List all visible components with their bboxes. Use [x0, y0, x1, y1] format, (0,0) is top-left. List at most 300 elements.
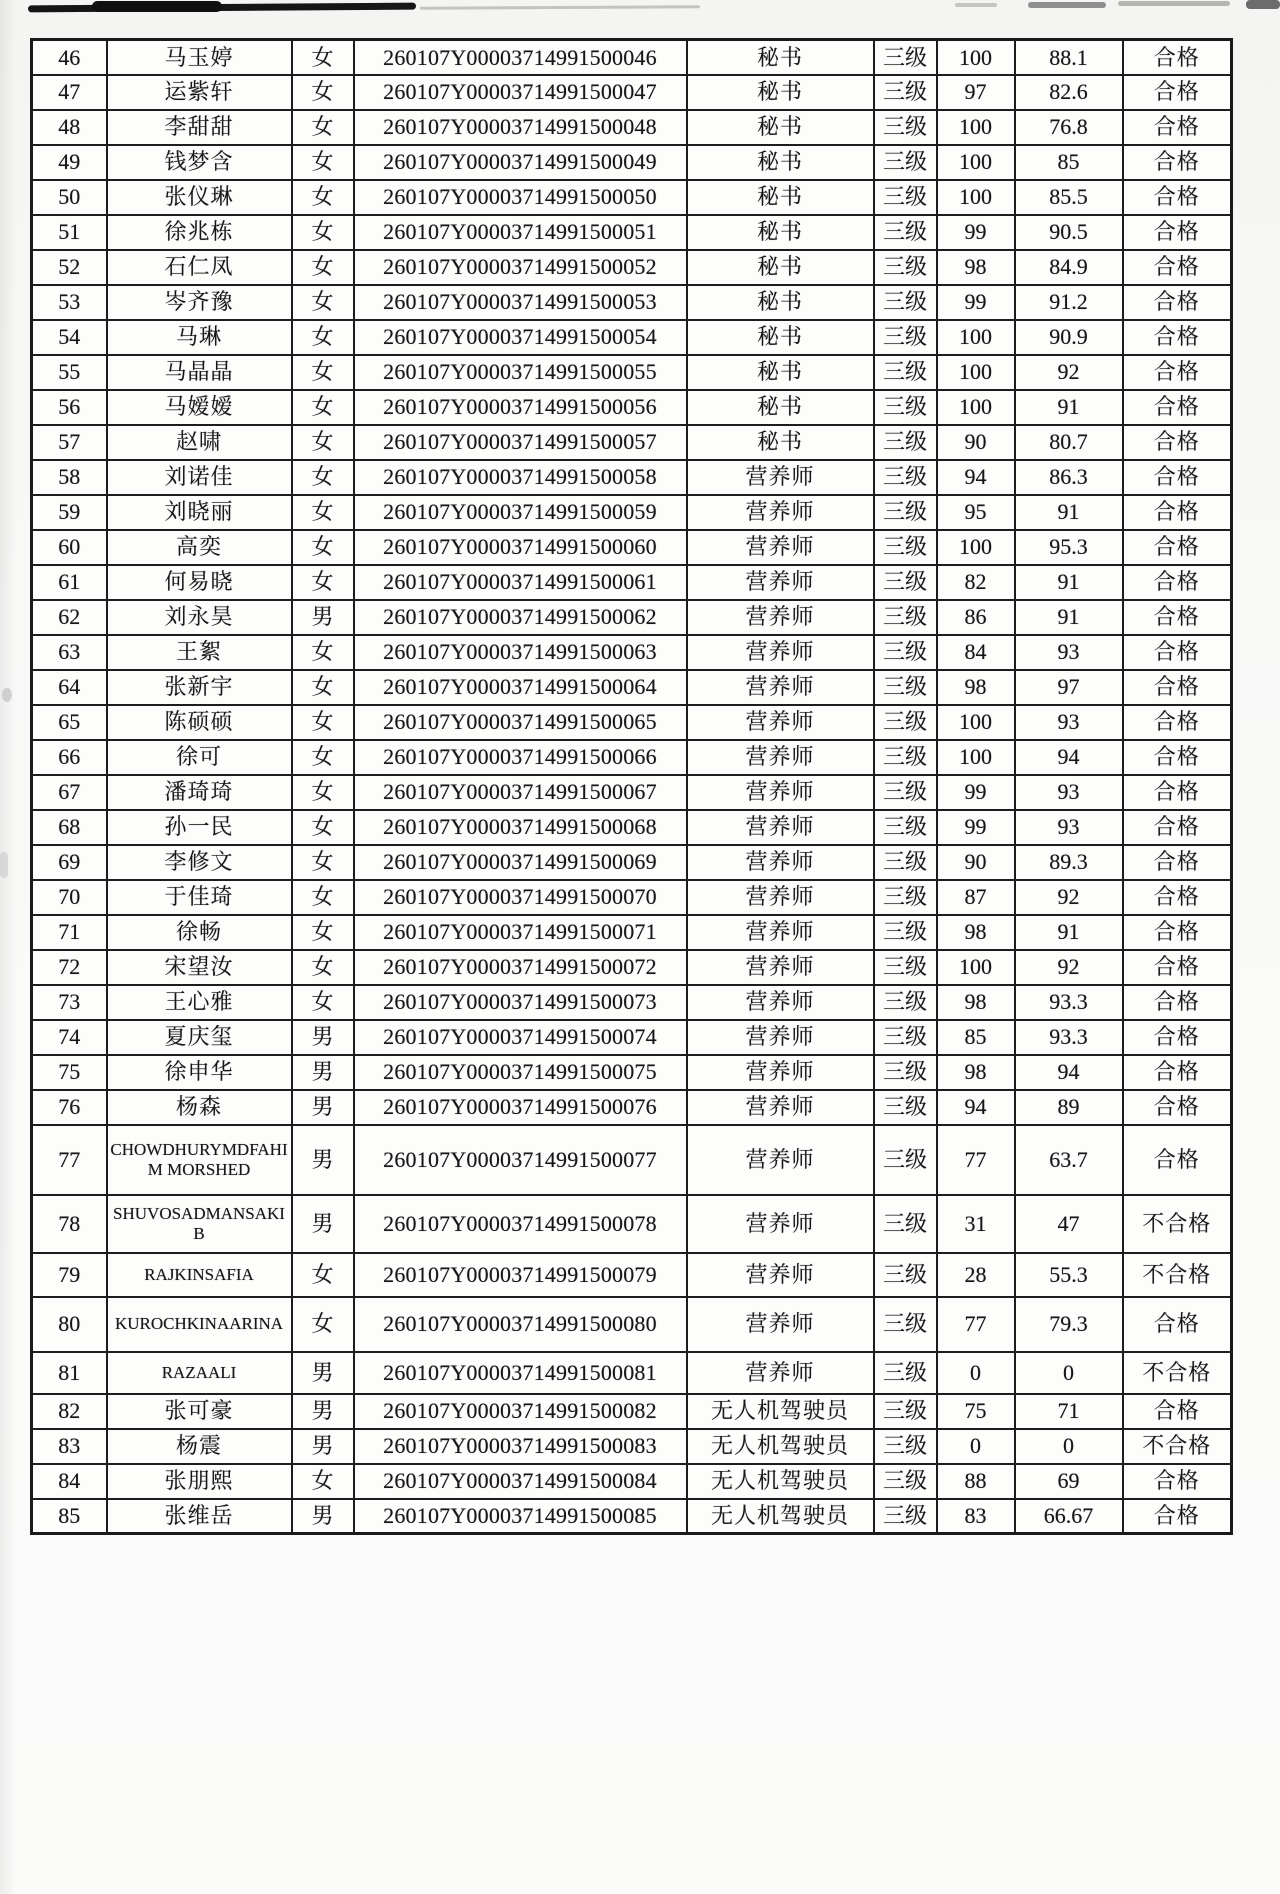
practical-score-cell: 91 [1015, 495, 1123, 530]
candidate-id-cell: 260107Y00003714991500051 [354, 215, 687, 250]
row-number-cell: 71 [32, 915, 107, 950]
theory-score-cell: 100 [937, 950, 1015, 985]
occupation-cell: 营养师 [687, 810, 874, 845]
candidate-id-cell: 260107Y00003714991500071 [354, 915, 687, 950]
name-cell: 马嫒嫒 [107, 390, 292, 425]
practical-score-cell: 93 [1015, 635, 1123, 670]
result-cell: 不合格 [1123, 1253, 1232, 1297]
theory-score-cell: 0 [937, 1429, 1015, 1464]
level-cell: 三级 [874, 530, 937, 565]
table-row [32, 1297, 1232, 1352]
occupation-cell: 无人机驾驶员 [687, 1499, 874, 1534]
theory-score-cell: 77 [937, 1125, 1015, 1195]
practical-score-cell: 92 [1015, 355, 1123, 390]
theory-score-cell: 99 [937, 775, 1015, 810]
practical-score-cell: 93.3 [1015, 1020, 1123, 1055]
result-cell: 合格 [1123, 250, 1232, 285]
name-cell: 石仁凤 [107, 250, 292, 285]
table-row [32, 775, 1232, 810]
row-number-cell: 80 [32, 1297, 107, 1352]
candidate-id-cell: 260107Y00003714991500046 [354, 40, 687, 75]
occupation-cell: 无人机驾驶员 [687, 1429, 874, 1464]
level-cell: 三级 [874, 775, 937, 810]
candidate-id-cell: 260107Y00003714991500073 [354, 985, 687, 1020]
theory-score-cell: 90 [937, 425, 1015, 460]
level-cell: 三级 [874, 880, 937, 915]
row-number-cell: 82 [32, 1394, 107, 1429]
gender-cell: 男 [292, 1394, 354, 1429]
gender-cell: 女 [292, 110, 354, 145]
theory-score-cell: 95 [937, 495, 1015, 530]
practical-score-cell: 93 [1015, 775, 1123, 810]
gender-cell: 女 [292, 215, 354, 250]
practical-score-cell: 91 [1015, 915, 1123, 950]
scan-smudge [955, 3, 997, 7]
scan-smudge [28, 3, 416, 13]
row-number-cell: 56 [32, 390, 107, 425]
table-body [32, 40, 1232, 1534]
gender-cell: 女 [292, 565, 354, 600]
level-cell: 三级 [874, 495, 937, 530]
occupation-cell: 营养师 [687, 775, 874, 810]
name-cell: 杨震 [107, 1429, 292, 1464]
gender-cell: 女 [292, 670, 354, 705]
name-cell: 徐兆栋 [107, 215, 292, 250]
practical-score-cell: 91 [1015, 565, 1123, 600]
row-number-cell: 68 [32, 810, 107, 845]
scan-edge-shade [0, 0, 16, 1894]
theory-score-cell: 28 [937, 1253, 1015, 1297]
result-cell: 合格 [1123, 390, 1232, 425]
level-cell: 三级 [874, 705, 937, 740]
level-cell: 三级 [874, 845, 937, 880]
practical-score-cell: 55.3 [1015, 1253, 1123, 1297]
occupation-cell: 营养师 [687, 1125, 874, 1195]
name-cell: RAZAALI [107, 1352, 292, 1394]
theory-score-cell: 99 [937, 810, 1015, 845]
result-cell: 合格 [1123, 355, 1232, 390]
scan-smudge [2, 688, 12, 702]
level-cell: 三级 [874, 740, 937, 775]
candidate-id-cell: 260107Y00003714991500076 [354, 1090, 687, 1125]
level-cell: 三级 [874, 565, 937, 600]
practical-score-cell: 76.8 [1015, 110, 1123, 145]
name-cell: 刘诺佳 [107, 460, 292, 495]
row-number-cell: 78 [32, 1195, 107, 1253]
level-cell: 三级 [874, 1429, 937, 1464]
level-cell: 三级 [874, 985, 937, 1020]
gender-cell: 女 [292, 495, 354, 530]
occupation-cell: 营养师 [687, 985, 874, 1020]
candidate-id-cell: 260107Y00003714991500077 [354, 1125, 687, 1195]
theory-score-cell: 100 [937, 390, 1015, 425]
level-cell: 三级 [874, 1195, 937, 1253]
table-row [32, 880, 1232, 915]
practical-score-cell: 69 [1015, 1464, 1123, 1499]
result-cell: 合格 [1123, 600, 1232, 635]
table-row [32, 530, 1232, 565]
candidate-id-cell: 260107Y00003714991500059 [354, 495, 687, 530]
level-cell: 三级 [874, 1464, 937, 1499]
level-cell: 三级 [874, 1499, 937, 1534]
candidate-id-cell: 260107Y00003714991500084 [354, 1464, 687, 1499]
level-cell: 三级 [874, 145, 937, 180]
result-cell: 合格 [1123, 670, 1232, 705]
table-row [32, 600, 1232, 635]
occupation-cell: 营养师 [687, 1020, 874, 1055]
row-number-cell: 69 [32, 845, 107, 880]
result-cell: 合格 [1123, 40, 1232, 75]
theory-score-cell: 100 [937, 40, 1015, 75]
theory-score-cell: 90 [937, 845, 1015, 880]
candidate-id-cell: 260107Y00003714991500079 [354, 1253, 687, 1297]
level-cell: 三级 [874, 1125, 937, 1195]
level-cell: 三级 [874, 180, 937, 215]
result-cell: 合格 [1123, 1090, 1232, 1125]
theory-score-cell: 100 [937, 320, 1015, 355]
level-cell: 三级 [874, 425, 937, 460]
name-cell: 何易晓 [107, 565, 292, 600]
gender-cell: 女 [292, 180, 354, 215]
occupation-cell: 秘书 [687, 145, 874, 180]
level-cell: 三级 [874, 670, 937, 705]
theory-score-cell: 100 [937, 110, 1015, 145]
occupation-cell: 营养师 [687, 530, 874, 565]
name-cell: 宋望汝 [107, 950, 292, 985]
table-row [32, 1464, 1232, 1499]
practical-score-cell: 93 [1015, 810, 1123, 845]
gender-cell: 女 [292, 390, 354, 425]
row-number-cell: 70 [32, 880, 107, 915]
result-cell: 合格 [1123, 320, 1232, 355]
row-number-cell: 65 [32, 705, 107, 740]
theory-score-cell: 88 [937, 1464, 1015, 1499]
level-cell: 三级 [874, 810, 937, 845]
theory-score-cell: 31 [937, 1195, 1015, 1253]
table-row [32, 40, 1232, 75]
result-cell: 合格 [1123, 705, 1232, 740]
name-cell: 王心雅 [107, 985, 292, 1020]
level-cell: 三级 [874, 320, 937, 355]
occupation-cell: 秘书 [687, 110, 874, 145]
gender-cell: 女 [292, 425, 354, 460]
row-number-cell: 66 [32, 740, 107, 775]
name-cell: 张维岳 [107, 1499, 292, 1534]
theory-score-cell: 97 [937, 75, 1015, 110]
occupation-cell: 秘书 [687, 250, 874, 285]
gender-cell: 女 [292, 915, 354, 950]
gender-cell: 女 [292, 880, 354, 915]
gender-cell: 男 [292, 600, 354, 635]
gender-cell: 女 [292, 75, 354, 110]
table-row [32, 740, 1232, 775]
practical-score-cell: 82.6 [1015, 75, 1123, 110]
occupation-cell: 营养师 [687, 705, 874, 740]
candidate-id-cell: 260107Y00003714991500063 [354, 635, 687, 670]
level-cell: 三级 [874, 215, 937, 250]
level-cell: 三级 [874, 1020, 937, 1055]
result-cell: 合格 [1123, 1055, 1232, 1090]
occupation-cell: 秘书 [687, 320, 874, 355]
occupation-cell: 秘书 [687, 75, 874, 110]
result-cell: 合格 [1123, 215, 1232, 250]
occupation-cell: 无人机驾驶员 [687, 1464, 874, 1499]
name-cell: 李甜甜 [107, 110, 292, 145]
candidate-id-cell: 260107Y00003714991500062 [354, 600, 687, 635]
theory-score-cell: 99 [937, 215, 1015, 250]
table-row [32, 1429, 1232, 1464]
practical-score-cell: 85.5 [1015, 180, 1123, 215]
theory-score-cell: 100 [937, 740, 1015, 775]
theory-score-cell: 87 [937, 880, 1015, 915]
row-number-cell: 77 [32, 1125, 107, 1195]
result-cell: 合格 [1123, 1297, 1232, 1352]
result-cell: 不合格 [1123, 1352, 1232, 1394]
practical-score-cell: 89 [1015, 1090, 1123, 1125]
candidate-id-cell: 260107Y00003714991500069 [354, 845, 687, 880]
occupation-cell: 营养师 [687, 740, 874, 775]
level-cell: 三级 [874, 460, 937, 495]
row-number-cell: 48 [32, 110, 107, 145]
gender-cell: 女 [292, 985, 354, 1020]
theory-score-cell: 94 [937, 460, 1015, 495]
name-cell: 马晶晶 [107, 355, 292, 390]
table-row [32, 565, 1232, 600]
result-cell: 合格 [1123, 740, 1232, 775]
row-number-cell: 50 [32, 180, 107, 215]
gender-cell: 男 [292, 1020, 354, 1055]
gender-cell: 女 [292, 740, 354, 775]
table-row [32, 180, 1232, 215]
name-cell: 徐可 [107, 740, 292, 775]
theory-score-cell: 100 [937, 705, 1015, 740]
name-cell: 马玉婷 [107, 40, 292, 75]
table-row [32, 670, 1232, 705]
candidate-id-cell: 260107Y00003714991500065 [354, 705, 687, 740]
level-cell: 三级 [874, 1394, 937, 1429]
practical-score-cell: 89.3 [1015, 845, 1123, 880]
practical-score-cell: 79.3 [1015, 1297, 1123, 1352]
practical-score-cell: 94 [1015, 1055, 1123, 1090]
occupation-cell: 营养师 [687, 460, 874, 495]
gender-cell: 男 [292, 1195, 354, 1253]
table-row [32, 460, 1232, 495]
theory-score-cell: 100 [937, 180, 1015, 215]
candidate-id-cell: 260107Y00003714991500072 [354, 950, 687, 985]
theory-score-cell: 85 [937, 1020, 1015, 1055]
gender-cell: 男 [292, 1499, 354, 1534]
row-number-cell: 64 [32, 670, 107, 705]
theory-score-cell: 99 [937, 285, 1015, 320]
scan-smudge [92, 1, 222, 12]
scan-smudge [1246, 0, 1280, 9]
scan-smudge [420, 5, 700, 9]
practical-score-cell: 93.3 [1015, 985, 1123, 1020]
table-row [32, 950, 1232, 985]
practical-score-cell: 66.67 [1015, 1499, 1123, 1534]
name-cell: 钱梦含 [107, 145, 292, 180]
practical-score-cell: 0 [1015, 1352, 1123, 1394]
occupation-cell: 营养师 [687, 1352, 874, 1394]
result-cell: 合格 [1123, 950, 1232, 985]
occupation-cell: 营养师 [687, 950, 874, 985]
row-number-cell: 72 [32, 950, 107, 985]
occupation-cell: 营养师 [687, 1297, 874, 1352]
name-cell: 运紫轩 [107, 75, 292, 110]
level-cell: 三级 [874, 600, 937, 635]
practical-score-cell: 92 [1015, 880, 1123, 915]
name-cell: 刘永昊 [107, 600, 292, 635]
occupation-cell: 营养师 [687, 1090, 874, 1125]
practical-score-cell: 0 [1015, 1429, 1123, 1464]
occupation-cell: 无人机驾驶员 [687, 1394, 874, 1429]
theory-score-cell: 82 [937, 565, 1015, 600]
candidate-id-cell: 260107Y00003714991500055 [354, 355, 687, 390]
row-number-cell: 76 [32, 1090, 107, 1125]
level-cell: 三级 [874, 1090, 937, 1125]
gender-cell: 男 [292, 1429, 354, 1464]
result-cell: 不合格 [1123, 1429, 1232, 1464]
name-cell: 徐申华 [107, 1055, 292, 1090]
level-cell: 三级 [874, 285, 937, 320]
candidate-id-cell: 260107Y00003714991500054 [354, 320, 687, 355]
result-cell: 合格 [1123, 530, 1232, 565]
row-number-cell: 84 [32, 1464, 107, 1499]
level-cell: 三级 [874, 355, 937, 390]
table-row [32, 145, 1232, 180]
occupation-cell: 营养师 [687, 565, 874, 600]
theory-score-cell: 100 [937, 145, 1015, 180]
row-number-cell: 62 [32, 600, 107, 635]
practical-score-cell: 86.3 [1015, 460, 1123, 495]
practical-score-cell: 90.5 [1015, 215, 1123, 250]
name-cell: 于佳琦 [107, 880, 292, 915]
result-cell: 合格 [1123, 460, 1232, 495]
table-row [32, 355, 1232, 390]
result-cell: 合格 [1123, 110, 1232, 145]
gender-cell: 女 [292, 705, 354, 740]
name-cell: 王絮 [107, 635, 292, 670]
gender-cell: 女 [292, 1464, 354, 1499]
candidate-id-cell: 260107Y00003714991500075 [354, 1055, 687, 1090]
name-cell: CHOWDHURYMDFAHIM MORSHED [107, 1125, 292, 1195]
row-number-cell: 67 [32, 775, 107, 810]
name-cell: RAJKINSAFIA [107, 1253, 292, 1297]
practical-score-cell: 97 [1015, 670, 1123, 705]
gender-cell: 女 [292, 845, 354, 880]
gender-cell: 女 [292, 145, 354, 180]
result-cell: 合格 [1123, 1464, 1232, 1499]
theory-score-cell: 98 [937, 250, 1015, 285]
theory-score-cell: 98 [937, 915, 1015, 950]
occupation-cell: 秘书 [687, 215, 874, 250]
candidate-id-cell: 260107Y00003714991500048 [354, 110, 687, 145]
occupation-cell: 秘书 [687, 285, 874, 320]
result-cell: 合格 [1123, 285, 1232, 320]
theory-score-cell: 84 [937, 635, 1015, 670]
row-number-cell: 46 [32, 40, 107, 75]
level-cell: 三级 [874, 390, 937, 425]
theory-score-cell: 100 [937, 355, 1015, 390]
gender-cell: 女 [292, 950, 354, 985]
occupation-cell: 秘书 [687, 355, 874, 390]
candidate-id-cell: 260107Y00003714991500081 [354, 1352, 687, 1394]
row-number-cell: 49 [32, 145, 107, 180]
practical-score-cell: 93 [1015, 705, 1123, 740]
theory-score-cell: 86 [937, 600, 1015, 635]
candidate-id-cell: 260107Y00003714991500057 [354, 425, 687, 460]
gender-cell: 女 [292, 355, 354, 390]
occupation-cell: 秘书 [687, 180, 874, 215]
occupation-cell: 营养师 [687, 915, 874, 950]
candidate-id-cell: 260107Y00003714991500050 [354, 180, 687, 215]
gender-cell: 男 [292, 1125, 354, 1195]
candidate-id-cell: 260107Y00003714991500083 [354, 1429, 687, 1464]
candidate-id-cell: 260107Y00003714991500068 [354, 810, 687, 845]
gender-cell: 男 [292, 1090, 354, 1125]
practical-score-cell: 80.7 [1015, 425, 1123, 460]
practical-score-cell: 63.7 [1015, 1125, 1123, 1195]
gender-cell: 男 [292, 1055, 354, 1090]
gender-cell: 女 [292, 775, 354, 810]
table-row [32, 250, 1232, 285]
name-cell: 杨森 [107, 1090, 292, 1125]
occupation-cell: 营养师 [687, 1195, 874, 1253]
candidate-id-cell: 260107Y00003714991500067 [354, 775, 687, 810]
candidate-id-cell: 260107Y00003714991500078 [354, 1195, 687, 1253]
scan-smudge [1028, 2, 1106, 8]
table-row [32, 1253, 1232, 1297]
candidate-id-cell: 260107Y00003714991500047 [354, 75, 687, 110]
level-cell: 三级 [874, 1055, 937, 1090]
row-number-cell: 83 [32, 1429, 107, 1464]
name-cell: 张朋熙 [107, 1464, 292, 1499]
name-cell: 赵啸 [107, 425, 292, 460]
name-cell: 潘琦琦 [107, 775, 292, 810]
row-number-cell: 81 [32, 1352, 107, 1394]
table-row [32, 215, 1232, 250]
result-cell: 合格 [1123, 425, 1232, 460]
level-cell: 三级 [874, 250, 937, 285]
candidate-id-cell: 260107Y00003714991500053 [354, 285, 687, 320]
level-cell: 三级 [874, 915, 937, 950]
table-row [32, 390, 1232, 425]
gender-cell: 女 [292, 285, 354, 320]
result-cell: 合格 [1123, 845, 1232, 880]
practical-score-cell: 91.2 [1015, 285, 1123, 320]
table-row [32, 1055, 1232, 1090]
result-cell: 合格 [1123, 1020, 1232, 1055]
table-row [32, 915, 1232, 950]
practical-score-cell: 47 [1015, 1195, 1123, 1253]
gender-cell: 女 [292, 1253, 354, 1297]
candidate-id-cell: 260107Y00003714991500085 [354, 1499, 687, 1534]
table-row [32, 425, 1232, 460]
table-row [32, 1090, 1232, 1125]
name-cell: 孙一民 [107, 810, 292, 845]
name-cell: 马琳 [107, 320, 292, 355]
result-cell: 合格 [1123, 1125, 1232, 1195]
row-number-cell: 73 [32, 985, 107, 1020]
row-number-cell: 54 [32, 320, 107, 355]
name-cell: 陈硕硕 [107, 705, 292, 740]
row-number-cell: 47 [32, 75, 107, 110]
practical-score-cell: 90.9 [1015, 320, 1123, 355]
theory-score-cell: 77 [937, 1297, 1015, 1352]
gender-cell: 女 [292, 810, 354, 845]
exam-results-table [30, 38, 1233, 1535]
table-row [32, 1394, 1232, 1429]
